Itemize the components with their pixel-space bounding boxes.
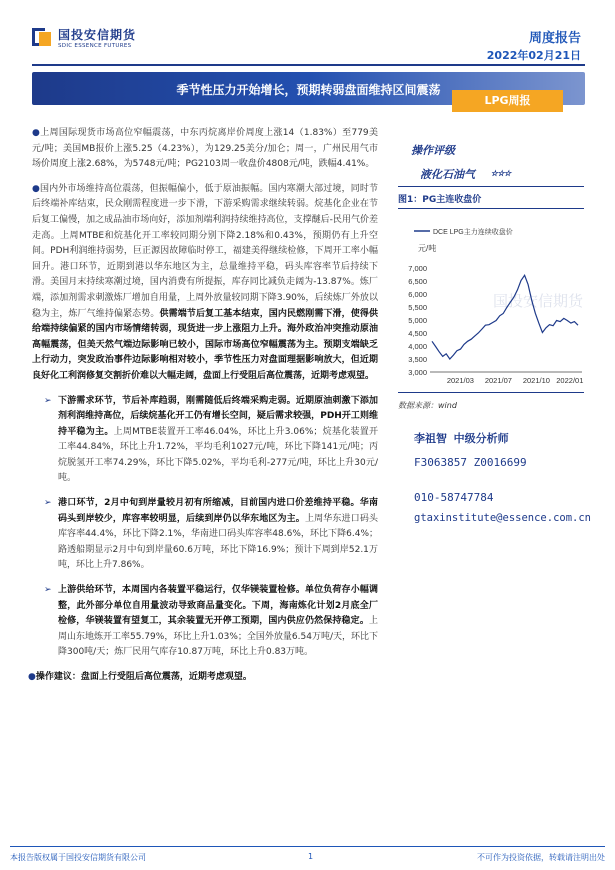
bullet-icon: ● — [32, 128, 41, 138]
x-tick-label: 2022/01 — [556, 376, 584, 385]
figure-title: 图1：PG主连收盘价 — [398, 195, 482, 205]
chart-watermark: 国投安信期货 — [493, 292, 584, 310]
main-text-column — [28, 126, 378, 695]
header-divider — [32, 64, 585, 66]
y-tick-label: 3,500 — [408, 355, 427, 364]
series-line — [432, 275, 578, 359]
rating-title: 操作评级 — [411, 144, 455, 157]
arrow-icon: ➢ — [44, 395, 52, 406]
analyst-phone: 010-58747784 — [414, 491, 494, 504]
analyst-name: 李祖智 中级分析师 — [414, 432, 509, 445]
x-tick-label: 2021/10 — [522, 376, 550, 385]
x-tick-label: 2021/03 — [446, 376, 474, 385]
report-type: 周度报告 — [528, 31, 581, 46]
chart-legend: DCE LPG主力连续收盘价 — [433, 229, 513, 236]
divider — [398, 392, 584, 393]
paragraph-market-summary: ●上周国际现货市场高位窄幅震荡，中东丙烷离岸价周度上涨14（1.83%）至779美元/吨；美国MB报价上涨5.25（4.23%），为129.25美分/加仑；周一，广州民用气市场价周度上涨2.68%，为5748元/吨；PG2103周一收盘价4808元/吨，跌幅4.41%。 — [32, 128, 378, 170]
arrow-icon: ➢ — [44, 498, 52, 509]
y-tick-label: 4,500 — [408, 329, 427, 338]
company-name-cn: 国投安信期货 — [58, 28, 137, 42]
paragraph-analysis: ●国内外市场维持高位震荡，但振幅偏小，低于原油振幅。国内寒潮大部过境，同时节后终端补库结束，民众刚需程度进一步下滑，下游采购需求继续转弱。烷基化企业在节后复工偏慢，加之成品油市场向好，添加剂端利润持续维持高位，支撑醚后-民用气价差走高。上周MTBE和烷基化开工率较同期分别下降2.18%和0.43%，预期仍有上升空间。PDH利润维持弱势，巨正源因故障临时停工，福建美得继续检修，下周开工率小幅回升。港口环节，近期到港以华东地区为主，总量维持平稳，码头库容率节后持续下滑。美国月末持续寒潮过境，国内消费有所提振，库存同比减负走阔为-13.87%。炼厂端，添加剂需求刺激炼厂增加自用量，上周外放量较同期下降3.90%，后续炼厂外放以稳为主，炼厂气维持偏紧态势。供需端节后复工基本结束，国内民燃刚需下滑，使得供给端持续偏紧的国内市场情绪转弱，现货进一步上涨阻力上升。海外政治冲突推动原油高幅震荡，但美天然气端边际影响已较小，国际市场高位窄幅震荡为主。预期支端缺乏上行动力，突发政治事件边际影响相对较小，季节性压力对盘面理据影响放大，但近期良好化工利润修复交割折价难以大幅走阔，盘面上行受阻后高位震荡，近期考虑观望。 — [32, 183, 378, 381]
company-name-en: SDIC ESSENCE FUTURES — [58, 43, 132, 49]
section-tab: LPG周报 — [452, 90, 563, 112]
divider — [398, 208, 584, 209]
bullet-icon: ● — [32, 183, 40, 194]
bullet-icon: ● — [28, 672, 36, 682]
arrow-icon: ➢ — [44, 585, 52, 596]
footer-copyright: 本报告版权属于国投安信期货有限公司 — [10, 853, 146, 862]
report-date: 2022年02月21日 — [486, 49, 581, 62]
y-tick-label: 4,000 — [408, 342, 427, 351]
list-item-upstream: ➢ 上游供给环节，本周国内各装置平稳运行，仅华镁装置检修。单位负荷存小幅调整，此外部分单位自用量波动导致商品量变化。下周，海南炼化计划2月底全厂检修，华镁装置有望复工，其余装置无开停工预期，国内供应仍然保持稳定。上周山东地炼开工率55.79%，环比上升1.03%；全国外放量6.54万吨/天，环比下降300吨/天；炼厂民用气库存10.87万吨，环比上升0.83万吨。 — [44, 583, 378, 661]
y-tick-label: 6,500 — [408, 277, 427, 286]
report-title: 季节性压力开始增长，预期转弱盘面维持区间震荡 — [176, 83, 441, 97]
price-chart — [398, 216, 588, 392]
y-tick-label: 7,000 — [408, 264, 427, 273]
y-tick-label: 3,000 — [408, 368, 427, 377]
rating-product: 液化石油气 — [420, 168, 475, 181]
analyst-ids: F3063857 Z0016699 — [414, 456, 527, 469]
logo-icon — [32, 28, 52, 48]
y-tick-label: 5,000 — [408, 316, 427, 325]
divider — [398, 186, 584, 187]
sub-list — [44, 394, 378, 662]
operation-advice: ●操作建议：盘面上行受阻后高位震荡，近期考虑观望。 — [28, 672, 252, 682]
rating-row — [420, 166, 511, 182]
data-source: 数据来源：wind — [398, 401, 457, 410]
company-logo — [32, 26, 136, 49]
x-tick-label: 2021/07 — [484, 376, 512, 385]
list-item-downstream: ➢ 下游需求环节，节后补库趋弱，刚需随低后终端采购走弱。近期原油刺激下添加剂利润维持高位，后续烷基化开工仍有增长空间，疑后需求较强，PDH开工则维持平稳为主。上周MTBE装置开工率46.04%，环比上升3.06%；烷基化装置开工率44.84%，环比上升1.72%，平均毛利1027元/吨，环比下降141元/吨；丙烷脱氢开工率74.29%，环比下降5.02%，平均毛利-277元/吨，环比上升30元/吨。 — [44, 394, 378, 488]
footer-disclaimer: 不可作为投资依据，转载请注明出处 — [477, 853, 605, 862]
y-tick-label: 5,500 — [408, 303, 427, 312]
rating-stars-icon: ☆☆☆ — [491, 166, 511, 179]
analyst-email[interactable]: gtaxinstitute@essence.com.cn — [414, 512, 592, 524]
page-number: 1 — [308, 852, 314, 861]
footer-divider — [10, 846, 605, 847]
y-tick-label: 6,000 — [408, 290, 427, 299]
y-axis-unit: 元/吨 — [418, 244, 437, 253]
list-item-port: ➢ 港口环节，2月中旬到岸量较月初有所缩减，目前国内进口价差维持平稳。华南码头到岸较少，库容率较明显，后续到岸仍以华东地区为主。上周华东进口码头库容率44.4%，环比下降2.1%，华南进口码头库容率48.6%，环比下降6.4%；路透船期显示2月中旬到岸量60.6万吨，环比下降16.9%；预计下周到岸52.1万吨，环比上升7.86%。 — [44, 496, 378, 574]
